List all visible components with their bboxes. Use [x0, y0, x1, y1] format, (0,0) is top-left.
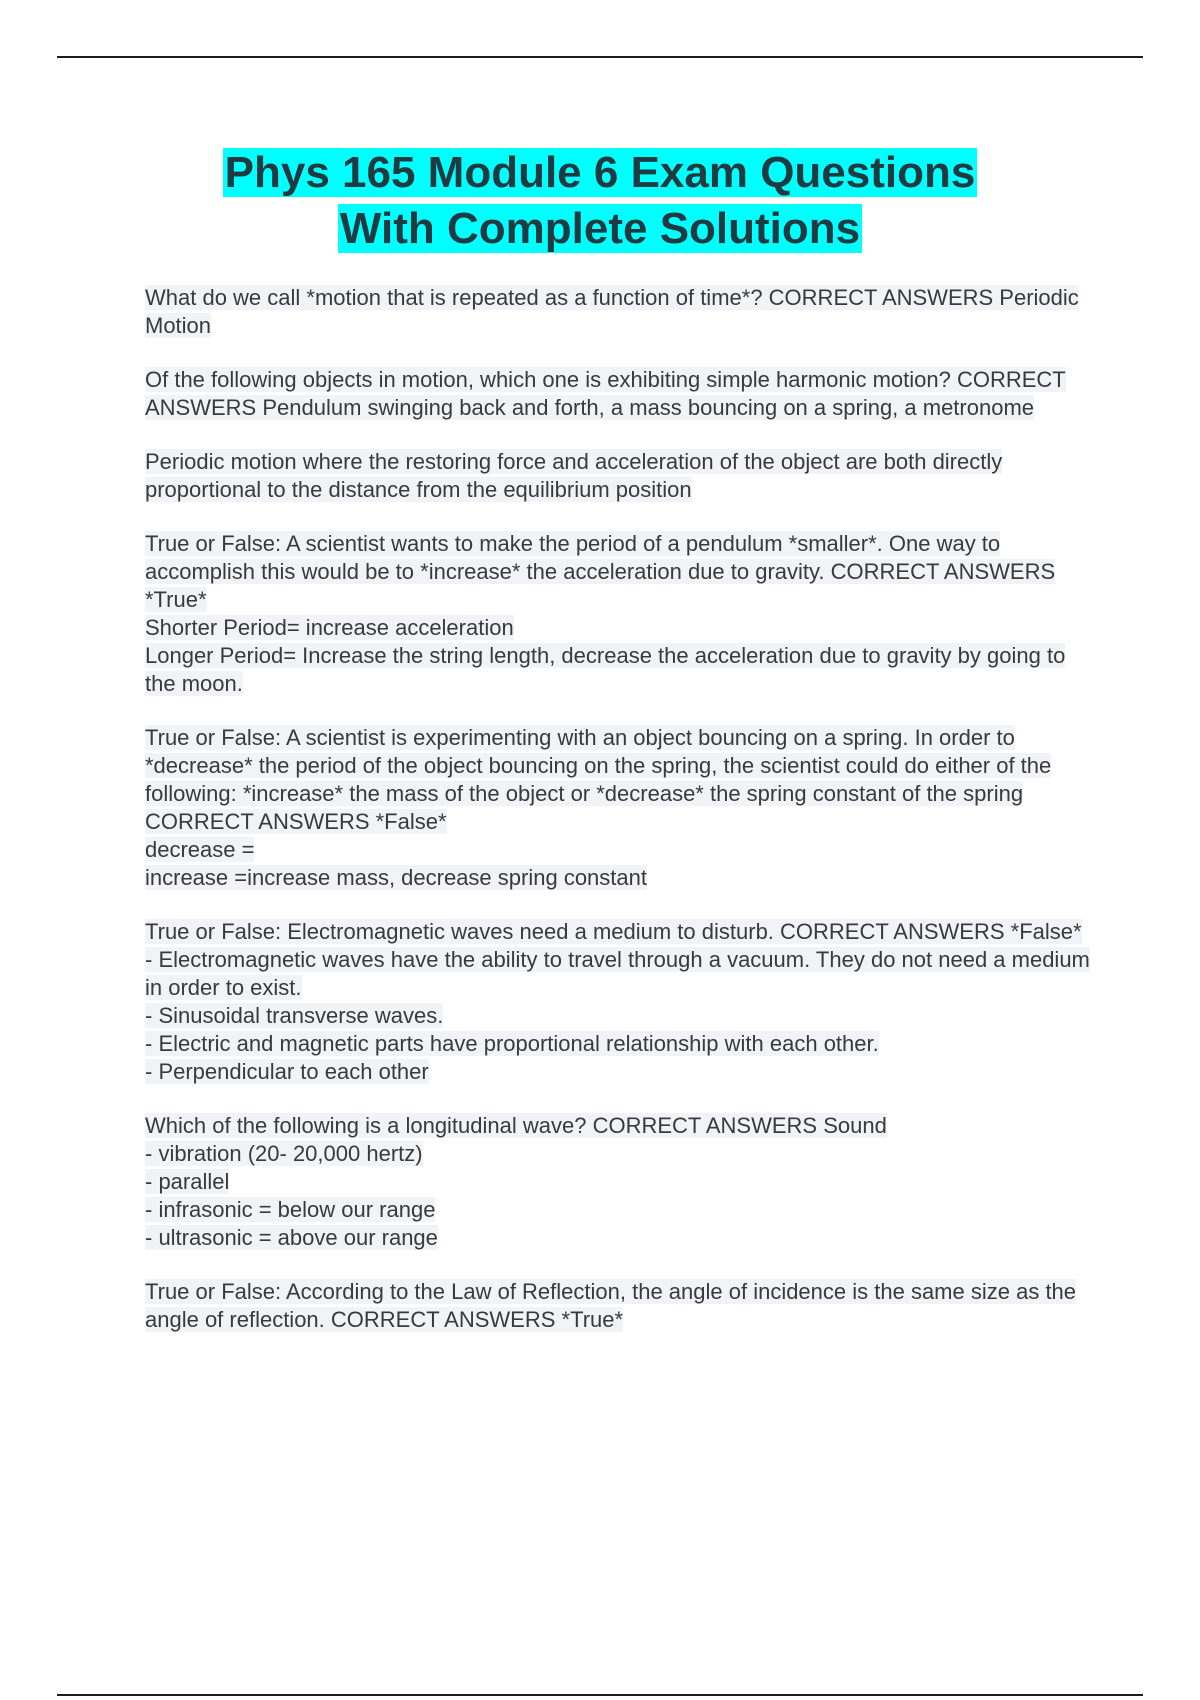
qa-line: [145, 1002, 1100, 1030]
qa-line: [145, 1058, 1100, 1086]
qa-line: [145, 864, 1100, 892]
qa-line-text: decrease =: [145, 837, 255, 862]
qa-line-text: - Sinusoidal transverse waves.: [145, 1003, 444, 1028]
qa-line-text: - Electromagnetic waves have the ability to travel through a vacuum. They do not need a medium in order to exist.: [145, 947, 1090, 1000]
qa-line: [145, 448, 1100, 504]
qa-line: [145, 1168, 1100, 1196]
qa-line-text: Periodic motion where the restoring force and acceleration of the object are both directly proportional to the distance from the equilibrium position: [145, 449, 1003, 502]
qa-entry: [145, 448, 1100, 504]
qa-line: [145, 1030, 1100, 1058]
qa-line-text: Which of the following is a longitudinal wave? CORRECT ANSWERS Sound: [145, 1113, 887, 1138]
qa-line: [145, 1112, 1100, 1140]
qa-line-text: Longer Period= Increase the string length, decrease the acceleration due to gravity by going to the moon.: [145, 643, 1066, 696]
qa-entry: [145, 530, 1100, 698]
qa-entry: [145, 366, 1100, 422]
qa-entry: [145, 284, 1100, 340]
qa-line: [145, 1196, 1100, 1224]
qa-line: [145, 530, 1100, 614]
title-line-1: Phys 165 Module 6 Exam Questions: [224, 148, 976, 197]
qa-line: [145, 366, 1100, 422]
qa-entry: [145, 918, 1100, 1086]
qa-line-text: increase =increase mass, decrease spring constant: [145, 865, 647, 890]
qa-line: [145, 724, 1100, 836]
qa-line-text: True or False: According to the Law of Reflection, the angle of incidence is the same size as the angle of reflection. CORRECT ANSWERS *True*: [145, 1279, 1077, 1332]
qa-line: [145, 836, 1100, 864]
qa-line-text: - parallel: [145, 1169, 230, 1194]
qa-line-text: True or False: A scientist is experimenting with an object bouncing on a spring. In order to *decrease* the period of the object bouncing on the spring, the scientist could do either of the following: *increase* the mass of the object or *decrease* the spring constant of the spring CORRECT ANSWERS *False*: [145, 725, 1052, 834]
qa-line: [145, 614, 1100, 642]
title-line-2: With Complete Solutions: [339, 204, 861, 253]
qa-line: [145, 1140, 1100, 1168]
qa-entry: [145, 1278, 1100, 1334]
qa-line: [145, 642, 1100, 698]
qa-line: [145, 918, 1100, 946]
qa-line: [145, 284, 1100, 340]
qa-line-text: - ultrasonic = above our range: [145, 1225, 438, 1250]
qa-line-text: Of the following objects in motion, which one is exhibiting simple harmonic motion? CORRECT ANSWERS Pendulum swinging back and forth, a mass bouncing on a spring, a metronome: [145, 367, 1066, 420]
qa-line-text: - vibration (20- 20,000 hertz): [145, 1141, 423, 1166]
bottom-rule: [57, 1694, 1143, 1696]
qa-line: [145, 1278, 1100, 1334]
qa-line: [145, 1224, 1100, 1252]
qa-entry: [145, 1112, 1100, 1252]
qa-entry: [145, 724, 1100, 892]
qa-line: [145, 946, 1100, 1002]
qa-line-text: True or False: A scientist wants to make the period of a pendulum *smaller*. One way to accomplish this would be to *increase* the acceleration due to gravity. CORRECT ANSWERS *True*: [145, 531, 1056, 612]
qa-content: [145, 284, 1100, 1360]
qa-line-text: True or False: Electromagnetic waves need a medium to disturb. CORRECT ANSWERS *False*: [145, 919, 1082, 944]
qa-line-text: - infrasonic = below our range: [145, 1197, 436, 1222]
page-title: [100, 145, 1100, 257]
qa-line-text: What do we call *motion that is repeated as a function of time*? CORRECT ANSWERS Periodic Motion: [145, 285, 1079, 338]
qa-line-text: - Electric and magnetic parts have proportional relationship with each other.: [145, 1031, 879, 1056]
qa-line-text: - Perpendicular to each other: [145, 1059, 429, 1084]
top-rule: [57, 56, 1143, 58]
qa-line-text: Shorter Period= increase acceleration: [145, 615, 514, 640]
